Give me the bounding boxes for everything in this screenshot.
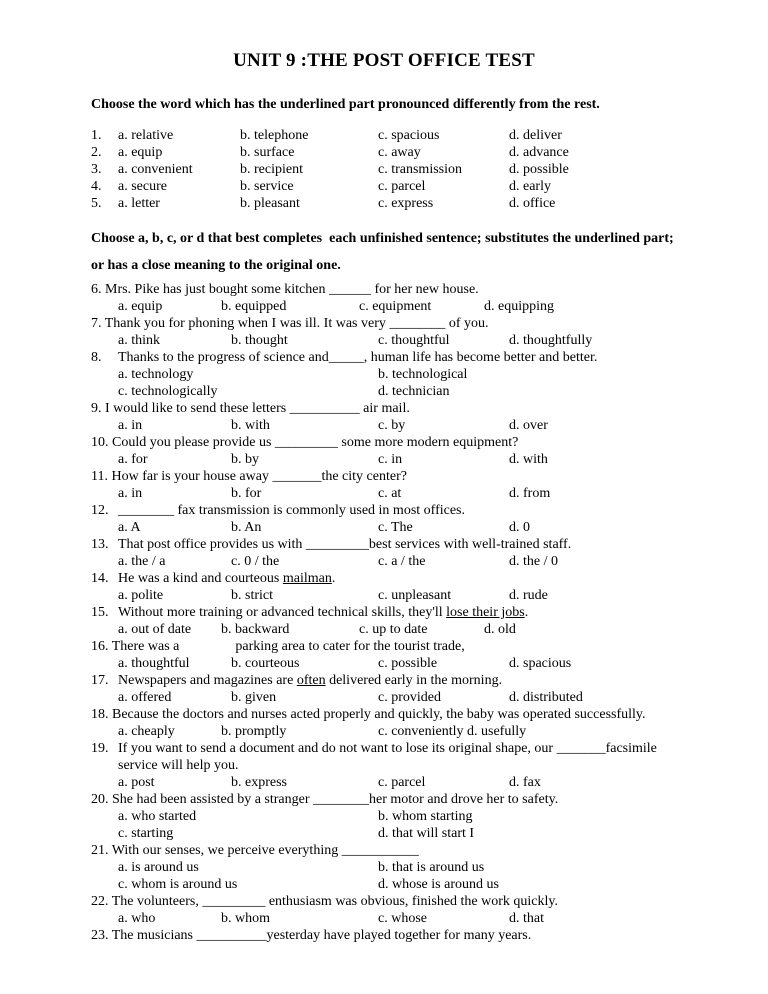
q21-option-c: c. whom is around us — [118, 877, 238, 892]
q14-text-end: . — [331, 571, 336, 586]
section1-instruction: Choose the word which has the underlined part pronounced differently from the rest. — [91, 97, 600, 112]
q15-text: Without more training or advanced technical skills, they'll — [118, 605, 447, 620]
option-d: d. deliver — [509, 128, 562, 143]
q6-option-a: a. equip — [118, 299, 163, 314]
q16-option-b: b. courteous — [231, 656, 300, 671]
q9-option-a: a. in — [118, 418, 143, 433]
row-number: 4. — [91, 179, 102, 194]
option-a: a. secure — [118, 179, 167, 194]
q15-text-end: . — [524, 605, 529, 620]
q21-option-a: a. is around us — [118, 860, 199, 875]
question-7: 7. Thank you for phoning when I was ill. It was very ________ of you. — [91, 316, 489, 331]
question-14 — [118, 570, 335, 587]
q13-option-c: c. a / the — [378, 554, 426, 569]
question-10: 10. Could you please provide us _________ some more modern equipment? — [91, 435, 519, 450]
q20-option-b: b. whom starting — [378, 809, 473, 824]
q12-option-c: c. The — [378, 520, 413, 535]
q11-option-b: b. for — [231, 486, 262, 501]
q22-option-c: c. whose — [378, 911, 427, 926]
q9-option-b: b. with — [231, 418, 270, 433]
q6-option-d: d. equipping — [484, 299, 554, 314]
section2-instruction-line2: or has a close meaning to the original one. — [91, 258, 341, 273]
q18-option-a: a. cheaply — [118, 724, 175, 739]
q16-option-c: c. possible — [378, 656, 438, 671]
q21-option-d: d. whose is around us — [378, 877, 499, 892]
q17-option-d: d. distributed — [509, 690, 583, 705]
page-title: UNIT 9 :THE POST OFFICE TEST — [233, 50, 535, 71]
option-c: c. transmission — [378, 162, 462, 177]
q11-option-c: c. at — [378, 486, 402, 501]
q10-option-c: c. in — [378, 452, 403, 467]
option-c: c. parcel — [378, 179, 426, 194]
q6-option-c: c. equipment — [359, 299, 432, 314]
q20-option-c: c. starting — [118, 826, 174, 841]
q17-option-b: b. given — [231, 690, 277, 705]
q14-option-a: a. polite — [118, 588, 164, 603]
question-8-number: 8. — [91, 350, 102, 365]
q17-text: Newspapers and magazines are — [118, 673, 297, 688]
option-d: d. advance — [509, 145, 569, 160]
q14-option-d: d. rude — [509, 588, 548, 603]
q10-option-a: a. for — [118, 452, 148, 467]
option-a: a. relative — [118, 128, 174, 143]
q19-option-b: b. express — [231, 775, 287, 790]
q8-option-a: a. technology — [118, 367, 194, 382]
q20-option-d: d. that will start I — [378, 826, 475, 841]
q12-option-b: b. An — [231, 520, 262, 535]
q11-option-d: d. from — [509, 486, 551, 501]
q9-option-c: c. by — [378, 418, 406, 433]
question-21: 21. With our senses, we perceive everything ___________ — [91, 843, 419, 858]
question-15 — [118, 604, 528, 621]
q10-option-d: d. with — [509, 452, 548, 467]
question-17-number: 17. — [91, 673, 109, 688]
question-17 — [118, 672, 502, 689]
question-15-number: 15. — [91, 605, 109, 620]
question-22: 22. The volunteers, _________ enthusiasm was obvious, finished the work quickly. — [91, 894, 558, 909]
q7-option-a: a. think — [118, 333, 160, 348]
q21-option-b: b. that is around us — [378, 860, 485, 875]
q12-option-d: d. 0 — [509, 520, 530, 535]
q17-option-c: c. provided — [378, 690, 441, 705]
q14-option-b: b. strict — [231, 588, 273, 603]
option-b: b. recipient — [240, 162, 303, 177]
q8-option-b: b. technological — [378, 367, 468, 382]
question-13-number: 13. — [91, 537, 109, 552]
q8-option-d: d. technician — [378, 384, 450, 399]
row-number: 5. — [91, 196, 102, 211]
option-a: a. convenient — [118, 162, 193, 177]
q14-text: He was a kind and courteous — [118, 571, 283, 586]
q22-option-b: b. whom — [221, 911, 270, 926]
q15-option-b: b. backward — [221, 622, 290, 637]
section2-instruction-line1: Choose a, b, c, or d that best completes each unfinished sentence; substitutes the underlined part; — [91, 231, 674, 246]
question-19-cont: service will help you. — [118, 758, 239, 773]
q10-option-b: b. by — [231, 452, 259, 467]
question-12: ________ fax transmission is commonly used in most offices. — [118, 503, 465, 518]
q7-option-d: d. thoughtfully — [509, 333, 593, 348]
option-d: d. office — [509, 196, 556, 211]
row-number: 2. — [91, 145, 102, 160]
row-number: 1. — [91, 128, 102, 143]
question-16: 16. There was a parking area to cater for the tourist trade, — [91, 639, 465, 654]
question-11: 11. How far is your house away _______the city center? — [91, 469, 407, 484]
question-6: 6. Mrs. Pike has just bought some kitchen ______ for her new house. — [91, 282, 479, 297]
q8-option-c: c. technologically — [118, 384, 218, 399]
q9-option-d: d. over — [509, 418, 548, 433]
q15-option-c: c. up to date — [359, 622, 428, 637]
option-c: c. express — [378, 196, 434, 211]
q7-option-c: c. thoughtful — [378, 333, 450, 348]
question-8: Thanks to the progress of science and_____, human life has become better and better. — [118, 350, 598, 365]
q15-underlined: lose their jobs — [446, 605, 525, 620]
option-b: b. surface — [240, 145, 295, 160]
option-b: b. telephone — [240, 128, 309, 143]
q15-option-d: d. old — [484, 622, 516, 637]
q17-text-end: delivered early in the morning. — [325, 673, 503, 688]
option-d: d. early — [509, 179, 551, 194]
q16-option-a: a. thoughtful — [118, 656, 190, 671]
option-b: b. service — [240, 179, 294, 194]
q14-underlined: mailman — [282, 571, 332, 586]
q19-option-a: a. post — [118, 775, 155, 790]
q22-option-d: d. that — [509, 911, 544, 926]
question-20: 20. She had been assisted by a stranger ________her motor and drove her to safety. — [91, 792, 559, 807]
row-number: 3. — [91, 162, 102, 177]
q14-option-c: c. unpleasant — [378, 588, 452, 603]
q20-option-a: a. who started — [118, 809, 197, 824]
option-a: a. equip — [118, 145, 163, 160]
q6-option-b: b. equipped — [221, 299, 287, 314]
q18-option-cd: c. conveniently d. usefully — [378, 724, 527, 739]
option-b: b. pleasant — [240, 196, 300, 211]
option-c: c. away — [378, 145, 421, 160]
q17-underlined: often — [296, 673, 326, 688]
option-c: c. spacious — [378, 128, 440, 143]
question-18: 18. Because the doctors and nurses acted properly and quickly, the baby was operated successfully. — [91, 707, 646, 722]
q13-option-a: a. the / a — [118, 554, 166, 569]
q13-option-b: c. 0 / the — [231, 554, 280, 569]
q16-option-d: d. spacious — [509, 656, 572, 671]
q19-option-d: d. fax — [509, 775, 541, 790]
q11-option-a: a. in — [118, 486, 143, 501]
q12-option-a: a. A — [118, 520, 141, 535]
option-d: d. possible — [509, 162, 569, 177]
question-9: 9. I would like to send these letters __________ air mail. — [91, 401, 410, 416]
q15-option-a: a. out of date — [118, 622, 192, 637]
question-14-number: 14. — [91, 571, 109, 586]
question-23: 23. The musicians __________yesterday have played together for many years. — [91, 928, 532, 943]
option-a: a. letter — [118, 196, 160, 211]
question-12-number: 12. — [91, 503, 109, 518]
question-19: If you want to send a document and do not want to lose its original shape, our _______facsimile — [118, 741, 657, 756]
q22-option-a: a. who — [118, 911, 156, 926]
q17-option-a: a. offered — [118, 690, 172, 705]
question-13: That post office provides us with _________best services with well-trained staff. — [118, 537, 572, 552]
q13-option-d: d. the / 0 — [509, 554, 558, 569]
question-19-number: 19. — [91, 741, 109, 756]
q19-option-c: c. parcel — [378, 775, 426, 790]
q18-option-b: b. promptly — [221, 724, 287, 739]
q7-option-b: b. thought — [231, 333, 288, 348]
